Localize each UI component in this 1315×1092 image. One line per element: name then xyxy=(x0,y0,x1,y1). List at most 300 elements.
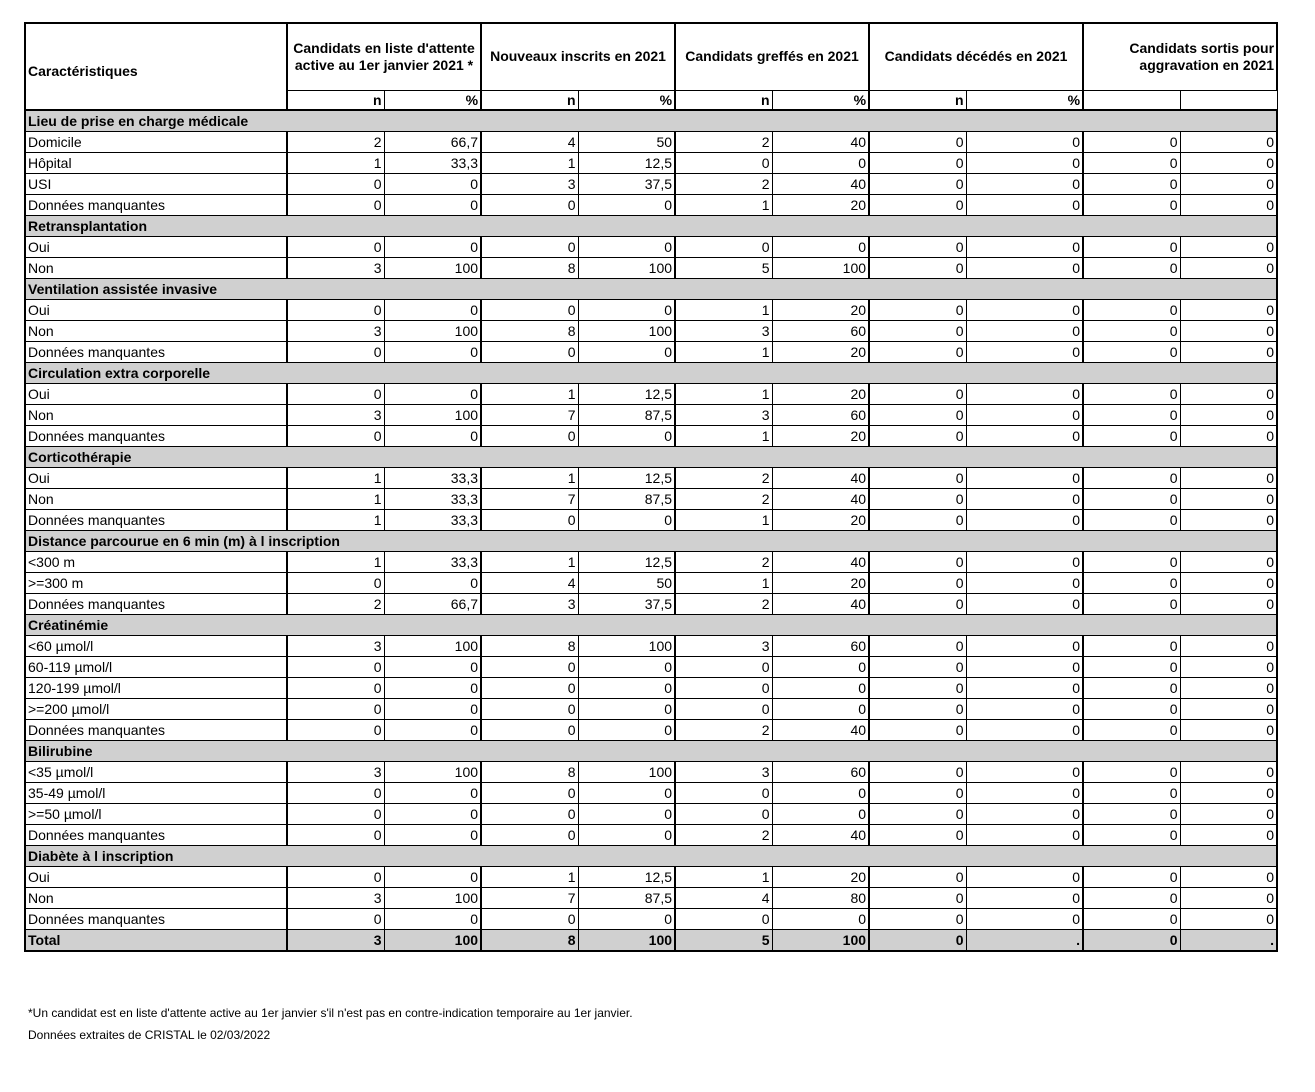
table-cell: 0 xyxy=(384,194,481,215)
table-row xyxy=(25,677,1277,698)
table-cell: 0 xyxy=(578,194,675,215)
table-cell: 40 xyxy=(772,551,869,572)
table-cell: 0 xyxy=(772,236,869,257)
table-cell: 12,5 xyxy=(578,383,675,404)
table-cell: 1 xyxy=(675,341,772,362)
table-body xyxy=(25,110,1277,951)
table-row xyxy=(25,593,1277,614)
table-cell: 0 xyxy=(1180,635,1277,656)
total-row xyxy=(25,929,1277,951)
table-cell: 0 xyxy=(578,803,675,824)
table-cell: 0 xyxy=(1083,908,1180,929)
table-cell: 0 xyxy=(869,320,966,341)
total-label: Total xyxy=(25,929,287,951)
table-cell: 8 xyxy=(481,761,578,782)
table-row xyxy=(25,509,1277,530)
table-cell: 100 xyxy=(384,887,481,908)
table-cell: 0 xyxy=(287,383,384,404)
table-cell: 0 xyxy=(1083,467,1180,488)
table-cell: 0 xyxy=(384,698,481,719)
table-cell: 0 xyxy=(1180,656,1277,677)
table-cell: 3 xyxy=(287,404,384,425)
section-title: Circulation extra corporelle xyxy=(25,362,1277,383)
table-cell: 0 xyxy=(481,698,578,719)
table-cell: 0 xyxy=(287,572,384,593)
table-cell: 0 xyxy=(966,236,1083,257)
row-label: 60-119 µmol/l xyxy=(25,656,287,677)
table-cell: 0 xyxy=(869,299,966,320)
table-cell: 100 xyxy=(578,929,675,951)
table-cell: 0 xyxy=(1180,677,1277,698)
section-header-row xyxy=(25,740,1277,761)
table-cell: 5 xyxy=(675,929,772,951)
table-cell: 0 xyxy=(578,824,675,845)
table-cell: 0 xyxy=(1083,782,1180,803)
table-cell: 2 xyxy=(675,719,772,740)
table-cell: 0 xyxy=(1083,194,1180,215)
table-cell: 0 xyxy=(287,908,384,929)
table-cell: 12,5 xyxy=(578,152,675,173)
table-cell: 0 xyxy=(287,803,384,824)
column-group-header: Candidats décédés en 2021 xyxy=(869,23,1083,90)
subcolumn-header: n xyxy=(287,90,384,110)
table-cell: 0 xyxy=(481,719,578,740)
table-cell: 0 xyxy=(1083,698,1180,719)
section-title: Ventilation assistée invasive xyxy=(25,278,1277,299)
table-cell: 0 xyxy=(384,572,481,593)
table-cell: 0 xyxy=(578,677,675,698)
table-cell: 0 xyxy=(1180,698,1277,719)
table-row xyxy=(25,194,1277,215)
table-cell: 3 xyxy=(287,929,384,951)
table-cell: 20 xyxy=(772,299,869,320)
table-cell: 0 xyxy=(1083,866,1180,887)
table-cell: 0 xyxy=(1180,887,1277,908)
table-row xyxy=(25,383,1277,404)
table-row xyxy=(25,908,1277,929)
table-cell: 2 xyxy=(675,551,772,572)
table-cell: 0 xyxy=(869,551,966,572)
row-label: Données manquantes xyxy=(25,509,287,530)
table-cell: 0 xyxy=(966,173,1083,194)
table-cell: 3 xyxy=(287,887,384,908)
table-row xyxy=(25,782,1277,803)
table-cell: 0 xyxy=(966,572,1083,593)
table-cell: 0 xyxy=(1180,131,1277,152)
table-cell: 0 xyxy=(1083,824,1180,845)
table-cell: 7 xyxy=(481,404,578,425)
table-cell: 33,3 xyxy=(384,488,481,509)
table-cell: 0 xyxy=(287,299,384,320)
table-cell: 66,7 xyxy=(384,131,481,152)
table-cell: 0 xyxy=(1083,383,1180,404)
table-cell: 0 xyxy=(966,824,1083,845)
table-cell: 8 xyxy=(481,320,578,341)
characteristics-header-spacer xyxy=(25,90,287,110)
table-cell: 40 xyxy=(772,719,869,740)
table-cell: 0 xyxy=(481,509,578,530)
table-row xyxy=(25,887,1277,908)
table-cell: 0 xyxy=(1180,320,1277,341)
table-cell: 3 xyxy=(675,635,772,656)
table-cell: 0 xyxy=(1083,425,1180,446)
row-label: >=50 µmol/l xyxy=(25,803,287,824)
table-cell: 0 xyxy=(1180,782,1277,803)
table-cell: 0 xyxy=(1083,257,1180,278)
table-cell: 0 xyxy=(1083,131,1180,152)
table-cell: 0 xyxy=(1180,509,1277,530)
table-cell: 0 xyxy=(1083,152,1180,173)
table-cell: 0 xyxy=(287,824,384,845)
table-cell: 0 xyxy=(1180,761,1277,782)
row-label: <35 µmol/l xyxy=(25,761,287,782)
row-label: Non xyxy=(25,488,287,509)
table-cell: 1 xyxy=(481,467,578,488)
table-cell: 0 xyxy=(772,803,869,824)
table-cell: 0 xyxy=(966,320,1083,341)
row-label: Données manquantes xyxy=(25,593,287,614)
row-label: Oui xyxy=(25,467,287,488)
table-cell: 0 xyxy=(1083,551,1180,572)
table-cell: 0 xyxy=(966,299,1083,320)
row-label: Oui xyxy=(25,383,287,404)
table-cell: 0 xyxy=(287,173,384,194)
table-cell: 87,5 xyxy=(578,404,675,425)
table-cell: 0 xyxy=(869,866,966,887)
table-cell: 0 xyxy=(287,719,384,740)
table-cell: 1 xyxy=(481,383,578,404)
table-cell: 0 xyxy=(1083,299,1180,320)
table-cell: 0 xyxy=(869,929,966,951)
table-cell: 0 xyxy=(1180,488,1277,509)
section-header-row xyxy=(25,614,1277,635)
row-label: Non xyxy=(25,887,287,908)
table-cell: 1 xyxy=(481,866,578,887)
table-cell: 2 xyxy=(675,593,772,614)
section-title: Bilirubine xyxy=(25,740,1277,761)
table-cell: 0 xyxy=(1083,173,1180,194)
table-cell: 100 xyxy=(384,635,481,656)
table-cell: 0 xyxy=(1180,572,1277,593)
table-cell: 60 xyxy=(772,404,869,425)
table-cell: 2 xyxy=(675,173,772,194)
table-cell: 0 xyxy=(481,341,578,362)
table-cell: 0 xyxy=(966,803,1083,824)
section-title: Retransplantation xyxy=(25,215,1277,236)
table-cell: 8 xyxy=(481,635,578,656)
table-row xyxy=(25,803,1277,824)
table-cell: 2 xyxy=(287,593,384,614)
table-header xyxy=(25,23,1277,110)
table-cell: 100 xyxy=(384,404,481,425)
table-cell: 33,3 xyxy=(384,467,481,488)
subcolumn-header: % xyxy=(384,90,481,110)
table-cell: 100 xyxy=(578,320,675,341)
table-cell: 0 xyxy=(1083,593,1180,614)
table-row xyxy=(25,656,1277,677)
table-cell: 0 xyxy=(966,131,1083,152)
subcolumn-header: % xyxy=(772,90,869,110)
table-cell: 0 xyxy=(869,173,966,194)
footnote-active-list: *Un candidat est en liste d'attente active au 1er janvier s'il n'est pas en contre-indication temporaire au 1er janvier. xyxy=(28,1006,633,1020)
table-cell: 0 xyxy=(869,824,966,845)
column-group-header: Candidats greffés en 2021 xyxy=(675,23,869,90)
table-cell: 0 xyxy=(772,782,869,803)
row-label: Non xyxy=(25,320,287,341)
table-cell: 60 xyxy=(772,761,869,782)
table-cell: 0 xyxy=(384,383,481,404)
table-cell: 0 xyxy=(287,656,384,677)
table-cell: 0 xyxy=(481,824,578,845)
table-cell: 0 xyxy=(966,593,1083,614)
table-row xyxy=(25,257,1277,278)
row-label: Oui xyxy=(25,866,287,887)
table-cell: 0 xyxy=(869,467,966,488)
table-cell: 0 xyxy=(966,425,1083,446)
section-title: Diabète à l inscription xyxy=(25,845,1277,866)
table-cell: 5 xyxy=(675,257,772,278)
table-cell: 12,5 xyxy=(578,467,675,488)
table-cell: 0 xyxy=(1180,236,1277,257)
table-cell: 0 xyxy=(869,698,966,719)
row-label: Non xyxy=(25,257,287,278)
table-cell: 20 xyxy=(772,341,869,362)
row-label: Données manquantes xyxy=(25,824,287,845)
table-cell: 0 xyxy=(1083,677,1180,698)
table-cell: 0 xyxy=(772,677,869,698)
table-row xyxy=(25,761,1277,782)
table-cell: 0 xyxy=(966,257,1083,278)
table-cell: 0 xyxy=(578,236,675,257)
table-cell: 0 xyxy=(578,782,675,803)
table-cell: 0 xyxy=(1083,761,1180,782)
row-label: >=200 µmol/l xyxy=(25,698,287,719)
section-header-row xyxy=(25,446,1277,467)
table-cell: 0 xyxy=(1180,383,1277,404)
table-cell: 12,5 xyxy=(578,551,675,572)
table-cell: 0 xyxy=(869,131,966,152)
table-cell: 0 xyxy=(1180,824,1277,845)
table-cell: 3 xyxy=(287,320,384,341)
row-label: Hôpital xyxy=(25,152,287,173)
table-cell: 0 xyxy=(1180,908,1277,929)
table-cell: 3 xyxy=(287,635,384,656)
table-cell: 0 xyxy=(869,404,966,425)
section-title: Créatinémie xyxy=(25,614,1277,635)
footnotes xyxy=(28,1006,633,1050)
table-cell: 0 xyxy=(384,824,481,845)
characteristics-header: Caractéristiques xyxy=(25,23,287,90)
row-label: Domicile xyxy=(25,131,287,152)
section-header-row xyxy=(25,110,1277,132)
table-cell: 0 xyxy=(675,698,772,719)
table-row xyxy=(25,719,1277,740)
table-cell: 40 xyxy=(772,467,869,488)
table-cell: 0 xyxy=(869,425,966,446)
table-cell: 0 xyxy=(869,887,966,908)
table-cell: 0 xyxy=(578,656,675,677)
table-row xyxy=(25,824,1277,845)
table-cell: 0 xyxy=(1083,488,1180,509)
statistics-table-container xyxy=(24,22,1276,952)
table-cell: 0 xyxy=(481,299,578,320)
table-cell: 0 xyxy=(869,761,966,782)
table-cell: 0 xyxy=(966,782,1083,803)
table-cell: 4 xyxy=(481,131,578,152)
table-cell: 0 xyxy=(481,677,578,698)
table-cell: 0 xyxy=(287,341,384,362)
table-cell: 0 xyxy=(481,194,578,215)
table-cell: 0 xyxy=(966,404,1083,425)
row-label: 120-199 µmol/l xyxy=(25,677,287,698)
table-cell: 87,5 xyxy=(578,887,675,908)
table-cell: 0 xyxy=(1083,719,1180,740)
table-cell: 2 xyxy=(675,824,772,845)
table-row xyxy=(25,698,1277,719)
section-title: Lieu de prise en charge médicale xyxy=(25,110,1277,132)
table-cell: 0 xyxy=(966,866,1083,887)
table-cell: 0 xyxy=(287,782,384,803)
table-cell: 0 xyxy=(1180,257,1277,278)
table-cell: 8 xyxy=(481,257,578,278)
table-cell: 0 xyxy=(1180,425,1277,446)
row-label: Oui xyxy=(25,236,287,257)
table-cell: 0 xyxy=(384,719,481,740)
table-cell: 0 xyxy=(869,803,966,824)
table-cell: 100 xyxy=(384,929,481,951)
table-cell: 60 xyxy=(772,635,869,656)
table-cell: 0 xyxy=(675,236,772,257)
table-row xyxy=(25,341,1277,362)
table-cell: 1 xyxy=(675,509,772,530)
table-cell: 1 xyxy=(287,488,384,509)
section-header-row xyxy=(25,278,1277,299)
table-cell: 37,5 xyxy=(578,173,675,194)
table-cell: 0 xyxy=(1180,194,1277,215)
table-cell: 0 xyxy=(1180,719,1277,740)
table-cell: 0 xyxy=(384,803,481,824)
table-cell: 100 xyxy=(772,257,869,278)
table-cell: 80 xyxy=(772,887,869,908)
table-cell: 0 xyxy=(481,236,578,257)
table-cell: 0 xyxy=(384,236,481,257)
table-cell: 0 xyxy=(578,509,675,530)
table-cell: 0 xyxy=(1180,803,1277,824)
table-cell: 0 xyxy=(1083,929,1180,951)
table-cell: 0 xyxy=(675,656,772,677)
table-cell: 1 xyxy=(287,467,384,488)
table-cell: 0 xyxy=(287,866,384,887)
table-cell: 0 xyxy=(772,152,869,173)
table-cell: 0 xyxy=(966,551,1083,572)
table-cell: 3 xyxy=(675,761,772,782)
header-row-subcolumns xyxy=(25,90,1277,110)
table-cell: 0 xyxy=(869,593,966,614)
table-cell: 0 xyxy=(481,782,578,803)
table-cell: 0 xyxy=(966,656,1083,677)
table-cell: 100 xyxy=(578,257,675,278)
table-cell: 0 xyxy=(578,341,675,362)
table-row xyxy=(25,635,1277,656)
table-cell: 0 xyxy=(675,677,772,698)
table-cell: 0 xyxy=(869,656,966,677)
table-cell: 3 xyxy=(481,173,578,194)
table-cell: 87,5 xyxy=(578,488,675,509)
table-cell: 40 xyxy=(772,593,869,614)
table-cell: 66,7 xyxy=(384,593,481,614)
table-cell: 0 xyxy=(869,572,966,593)
table-cell: 0 xyxy=(1180,593,1277,614)
table-cell: 0 xyxy=(675,803,772,824)
table-cell: 0 xyxy=(481,656,578,677)
subcolumn-header: % xyxy=(578,90,675,110)
row-label: <60 µmol/l xyxy=(25,635,287,656)
table-cell: 2 xyxy=(675,488,772,509)
table-cell: 33,3 xyxy=(384,152,481,173)
table-cell: 0 xyxy=(1180,173,1277,194)
table-cell: 0 xyxy=(772,698,869,719)
subcolumn-header xyxy=(1083,90,1180,110)
table-cell: 0 xyxy=(578,719,675,740)
table-cell: 0 xyxy=(869,719,966,740)
table-cell: 0 xyxy=(1083,509,1180,530)
table-cell: 0 xyxy=(287,698,384,719)
row-label: Données manquantes xyxy=(25,425,287,446)
table-cell: 0 xyxy=(384,299,481,320)
table-cell: 0 xyxy=(869,908,966,929)
table-cell: 20 xyxy=(772,425,869,446)
table-cell: 60 xyxy=(772,320,869,341)
table-cell: 0 xyxy=(869,341,966,362)
table-cell: 0 xyxy=(869,383,966,404)
row-label: >=300 m xyxy=(25,572,287,593)
table-cell: 1 xyxy=(287,152,384,173)
table-cell: 2 xyxy=(287,131,384,152)
table-cell: 0 xyxy=(966,509,1083,530)
table-cell: 0 xyxy=(869,782,966,803)
row-label: USI xyxy=(25,173,287,194)
table-row xyxy=(25,152,1277,173)
table-cell: 0 xyxy=(1083,320,1180,341)
table-cell: 0 xyxy=(966,635,1083,656)
table-cell: 7 xyxy=(481,488,578,509)
table-cell: 0 xyxy=(1180,152,1277,173)
table-cell: 0 xyxy=(966,152,1083,173)
table-cell: 0 xyxy=(1180,551,1277,572)
table-cell: 50 xyxy=(578,131,675,152)
table-row xyxy=(25,488,1277,509)
table-cell: 0 xyxy=(384,173,481,194)
section-header-row xyxy=(25,530,1277,551)
table-cell: 0 xyxy=(966,719,1083,740)
subcolumn-header: % xyxy=(966,90,1083,110)
table-cell: 50 xyxy=(578,572,675,593)
table-cell: 20 xyxy=(772,509,869,530)
table-cell: 100 xyxy=(384,320,481,341)
table-cell: 0 xyxy=(1083,236,1180,257)
row-label: Données manquantes xyxy=(25,908,287,929)
row-label: Oui xyxy=(25,299,287,320)
table-cell: 0 xyxy=(869,488,966,509)
table-cell: 0 xyxy=(384,341,481,362)
table-cell: 0 xyxy=(869,509,966,530)
table-cell: 0 xyxy=(384,908,481,929)
subcolumn-header: n xyxy=(675,90,772,110)
table-cell: 0 xyxy=(869,635,966,656)
table-cell: 1 xyxy=(675,383,772,404)
column-group-header: Candidats sortis pour aggravation en 2021 xyxy=(1083,23,1277,90)
section-header-row xyxy=(25,215,1277,236)
